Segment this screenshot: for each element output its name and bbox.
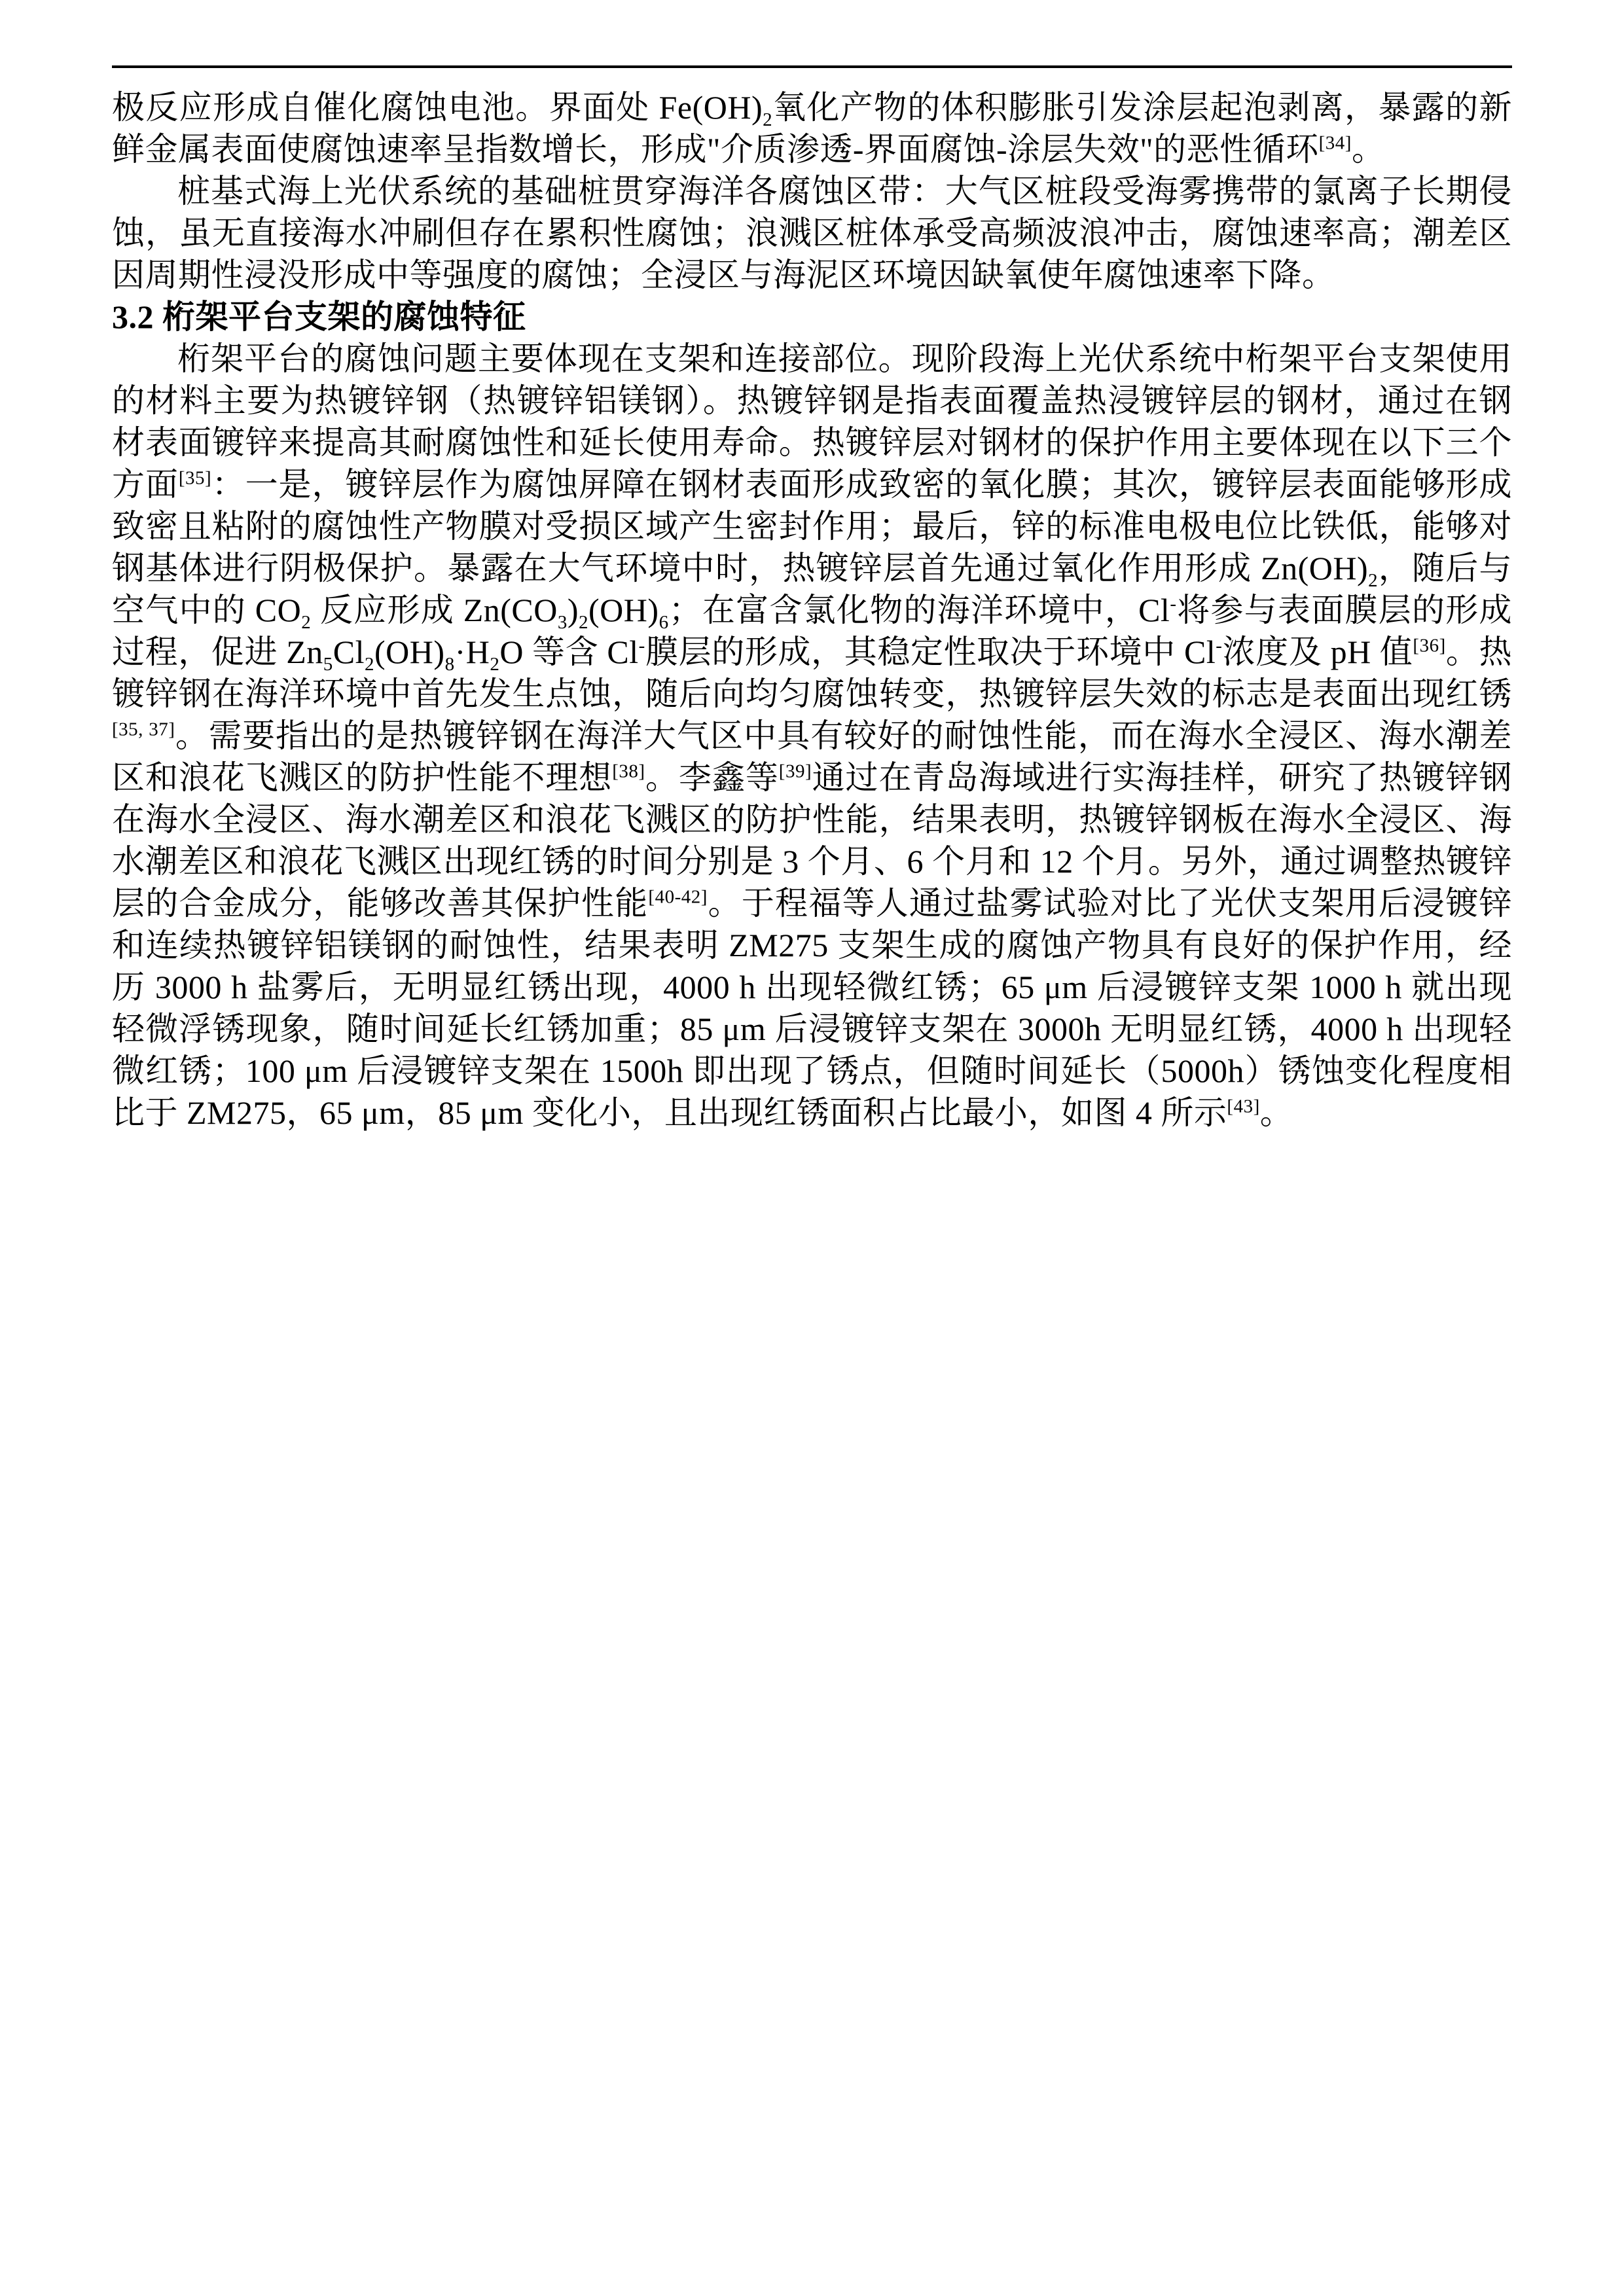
- header-rule: [112, 38, 1512, 68]
- section-heading-3-2: 3.2 桁架平台支架的腐蚀特征: [112, 298, 526, 335]
- paragraph-pile-corrosion-zones: 桩基式海上光伏系统的基础桩贯穿海洋各腐蚀区带：大气区桩段受海雾携带的氯离子长期侵蚀，虽无直接海水冲刷但存在累积性腐蚀；浪溅区桩体承受高频波浪冲击，腐蚀速率高；潮差区因周期性浸没形成中等强度的腐蚀；全浸区与海泥区环境因缺氧使年腐蚀速率下降。: [112, 173, 1512, 293]
- document-body: [112, 86, 1512, 1134]
- paragraph-corrosion-cycle: 极反应形成自催化腐蚀电池。界面处 $Fe(OH)_2$氧化产物的体积膨胀引发涂层起泡剥离，暴露的新鲜金属表面使腐蚀速率呈指数增长，形成"介质渗透-界面腐蚀-涂层失效"的恶性循环[34]。: [112, 89, 1512, 168]
- paragraph-truss-support-corrosion: 桁架平台的腐蚀问题主要体现在支架和连接部位。现阶段海上光伏系统中桁架平台支架使用的材料主要为热镀锌钢（热镀锌铝镁钢）。热镀锌钢是指表面覆盖热浸镀锌层的钢材，通过在钢材表面镀锌来提高其耐腐蚀性和延长使用寿命。热镀锌层对钢材的保护作用主要体现在以下三个方面[35]：一是，镀锌层作为腐蚀屏障在钢材表面形成致密的氧化膜；其次，镀锌层表面能够形成致密且粘附的腐蚀性产物膜对受损区域产生密封作用；最后，锌的标准电极电位比铁低，能够对钢基体进行阴极保护。暴露在大气环境中时，热镀锌层首先通过氧化作用形成 $Zn(OH)_2$，随后与空气中的 $CO_2$ 反应形成 $Zn(CO_3)_2(OH)_6$；在富含氯化物的海洋环境中，Cl-将参与表面膜层的形成过程，促进 $Zn_5Cl_2(OH)_8\cdot H_2O$ 等含 Cl-膜层的形成，其稳定性取决于环境中 Cl-浓度及 pH 值[36]。热镀锌钢在海洋环境中首先发生点蚀，随后向均匀腐蚀转变，热镀锌层失效的标志是表面出现红锈[35, 37]。需要指出的是热镀锌钢在海洋大气区中具有较好的耐蚀性能，而在海水全浸区、海水潮差区和浪花飞溅区的防护性能不理想[38]。李鑫等[39]通过在青岛海域进行实海挂样，研究了热镀锌钢在海水全浸区、海水潮差区和浪花飞溅区的防护性能，结果表明，热镀锌钢板在海水全浸区、海水潮差区和浪花飞溅区出现红锈的时间分别是 3 个月、6 个月和 12 个月。另外，通过调整热镀锌层的合金成分，能够改善其保护性能[40-42]。于程福等人通过盐雾试验对比了光伏支架用后浸镀锌和连续热镀锌铝镁钢的耐蚀性，结果表明 ZM275 支架生成的腐蚀产物具有良好的保护作用，经历 3000 h 盐雾后，无明显红锈出现，4000 h 出现轻微红锈；65 μm 后浸镀锌支架 1000 h 就出现轻微浮锈现象，随时间延长红锈加重；85 μm 后浸镀锌支架在 3000h 无明显红锈，4000 h 出现轻微红锈；100 μm 后浸镀锌支架在 1500h 即出现了锈点，但随时间延长（5000h）锈蚀变化程度相比于 ZM275，65 μm，85 μm 变化小，且出现红锈面积占比最小，如图 4 所示[43]。: [112, 340, 1513, 1131]
